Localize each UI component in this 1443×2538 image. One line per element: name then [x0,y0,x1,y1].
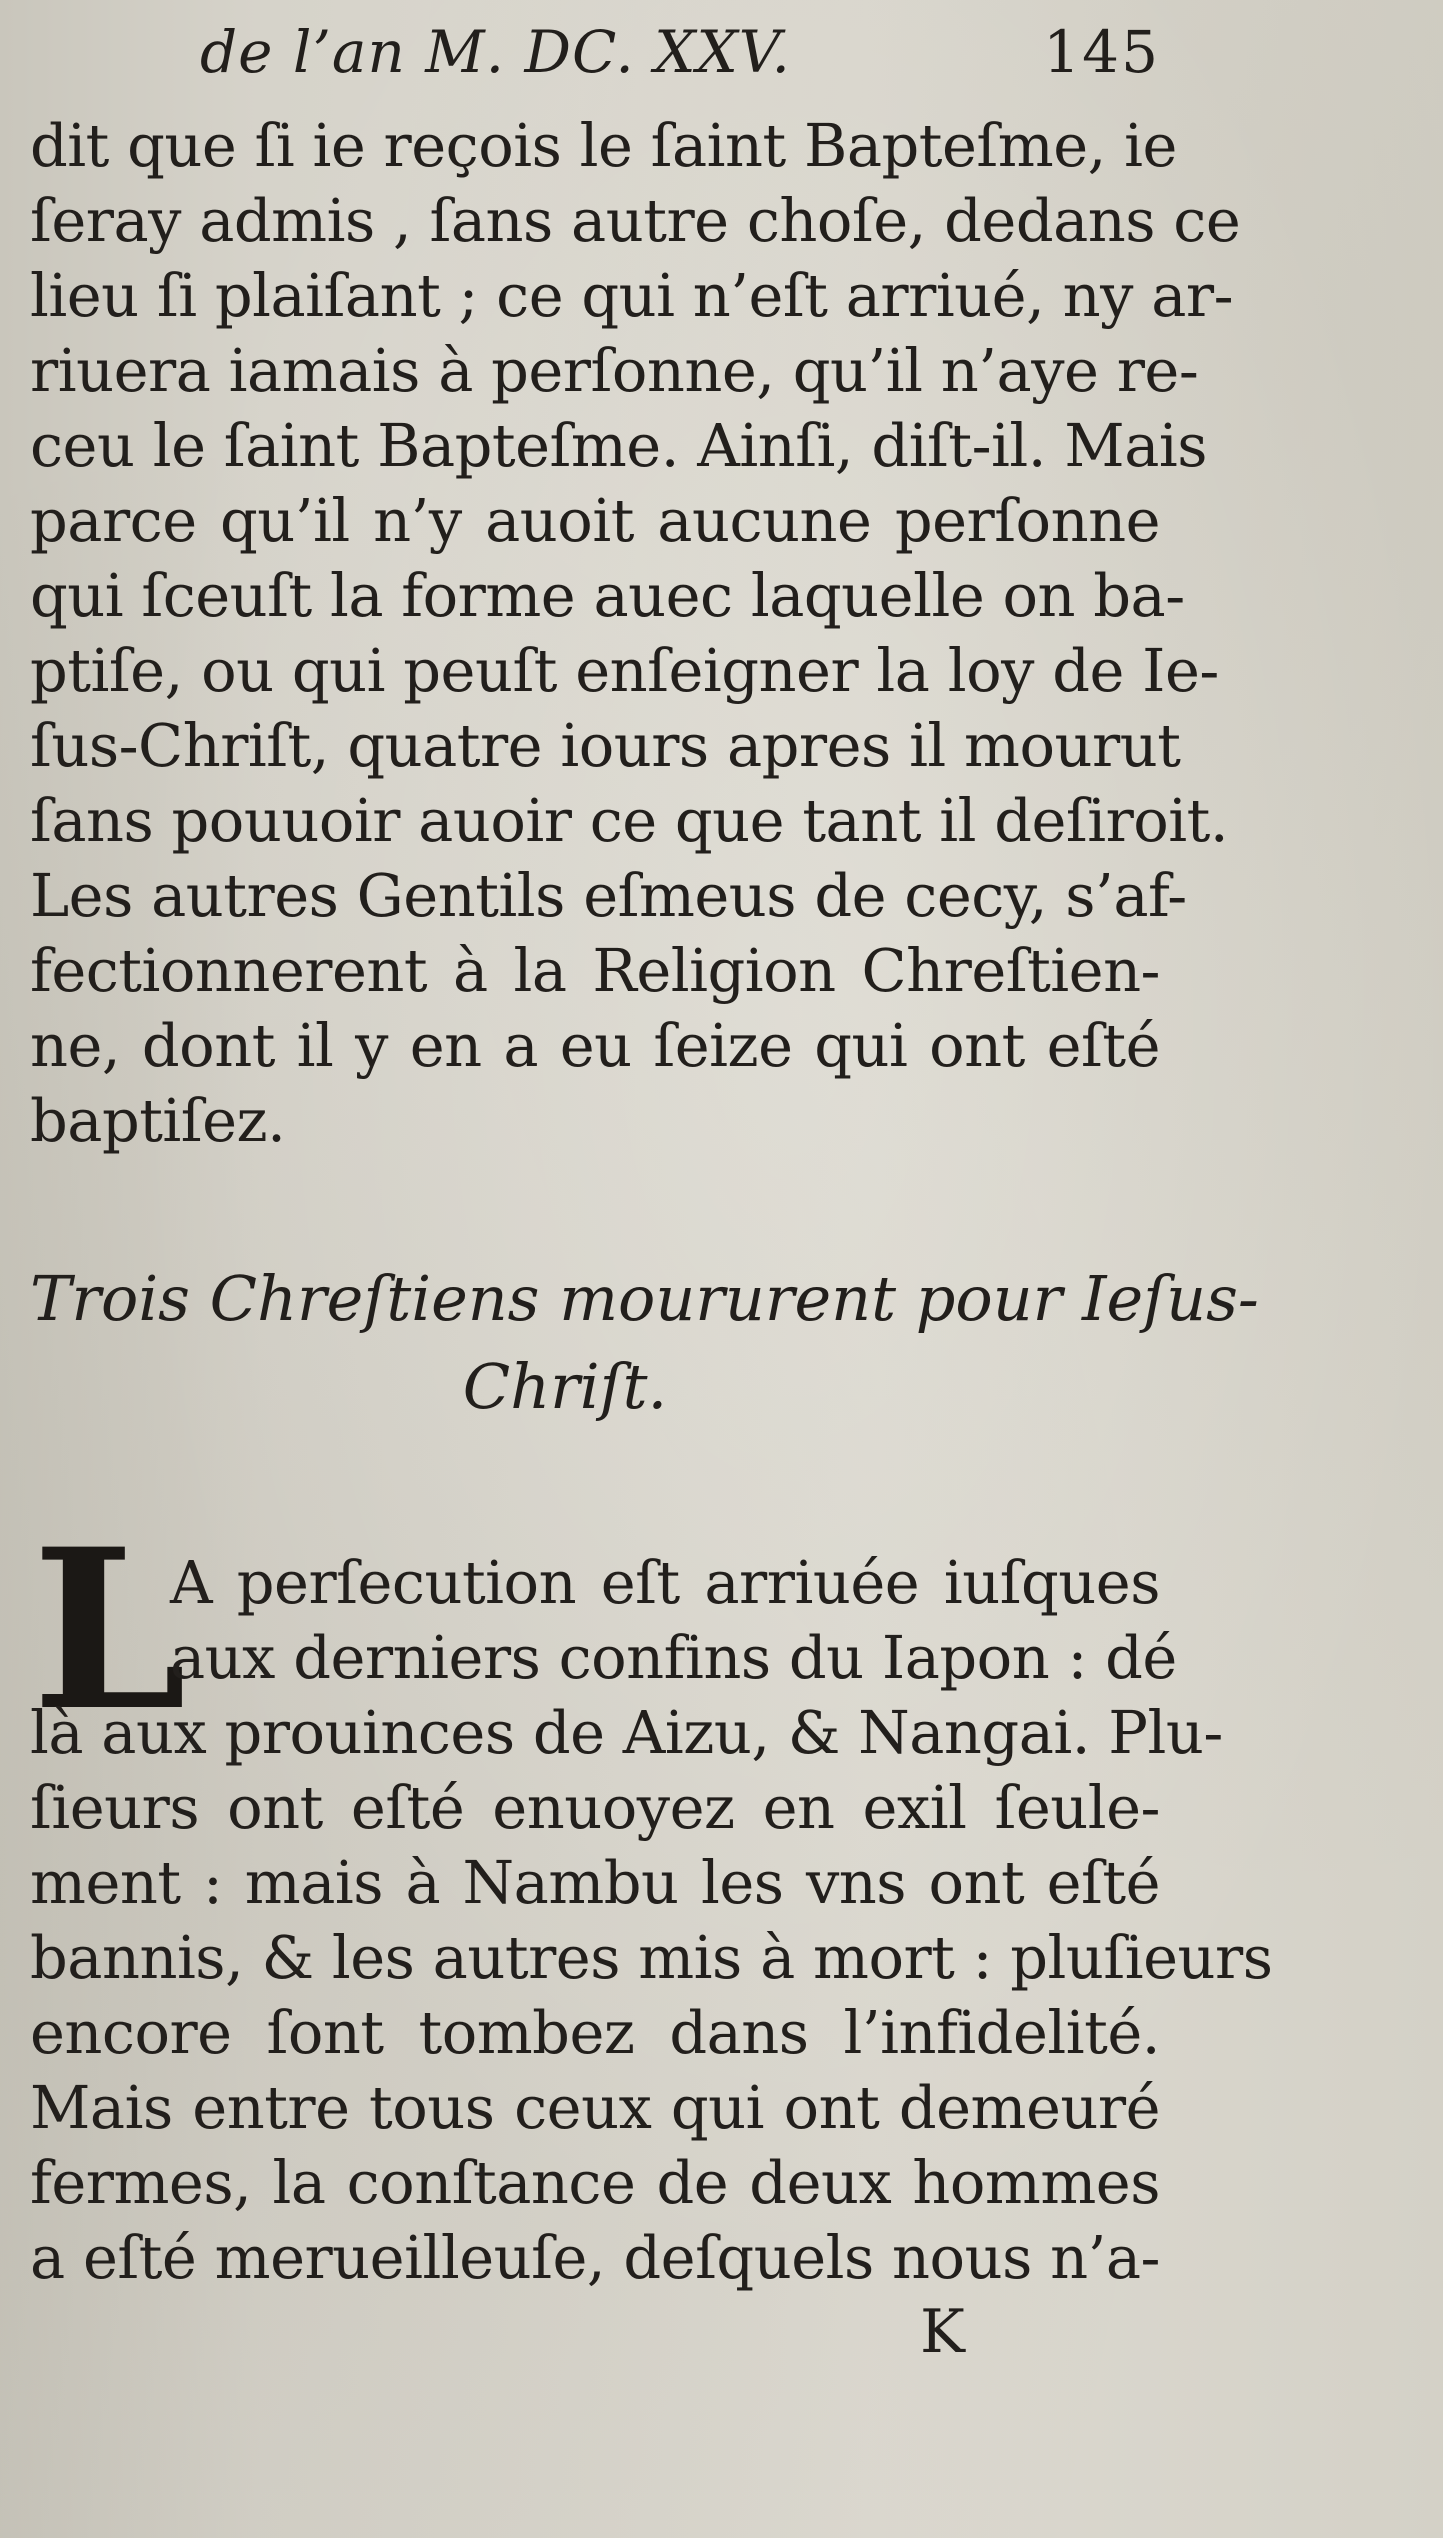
text-line: fectionnerent à la Religion Chreſtien- [30,936,1160,1005]
paragraph-continued [30,108,1241,1158]
text-line: ſeray admis , ſans autre choſe, dedans ce [30,186,1241,255]
text-line: ſieurs ont eſté enuoyez en exil ſeule- [30,1773,1160,1842]
text-line: là aux prouinces de Aizu, & Nangai. Plu- [30,1698,1223,1767]
text-line: ment : mais à Nambu les vns ont eſté [30,1848,1160,1917]
text-line: parce qu’il n’y auoit aucune perſonne [30,486,1160,555]
section-heading [30,1255,1259,1431]
text-line: A perſecution eſt arriuée iuſques [170,1548,1160,1617]
text-line: Les autres Gentils eſmeus de cecy, s’af- [30,861,1187,930]
text-line: qui ſceuſt la forme auec laquelle on ba- [30,561,1185,630]
text-line: ne, dont il y en a eu ſeize qui ont eſté [30,1011,1160,1080]
text-line: dit que ſi ie reçois le ſaint Bapteſme, ie [30,111,1177,180]
section-heading-line-2: Chriſt. [462,1350,668,1423]
text-line: baptiſez. [30,1086,286,1155]
running-head [200,18,1160,98]
text-line: ſans pouuoir auoir ce que tant il deſiroit. [30,786,1229,855]
paragraph-section [30,1500,1273,2295]
signature-mark: K [920,2297,965,2367]
text-line: ptiſe, ou qui peuſt enſeigner la loy de Ie- [30,636,1219,705]
text-line: aux derniers confins du Iapon : dé [170,1623,1177,1692]
section-heading-line-1: Trois Chreſtiens moururent pour Ieſus- [30,1262,1259,1335]
page-number: 145 [1043,18,1160,86]
text-line: encore ſont tombez dans l’infidelité. [30,1998,1160,2067]
drop-cap-initial: L [32,1500,187,1759]
text-line: lieu ſi plaiſant ; ce qui n’eſt arriué, ny ar- [30,261,1234,330]
text-line: ſus-Chriſt, quatre iours apres il mourut [30,711,1181,780]
text-line: riuera iamais à perſonne, qu’il n’aye re- [30,336,1199,405]
running-head-title: de l’an M. DC. XXV. [200,18,791,86]
text-line: fermes, la conſtance de deux hommes [30,2148,1160,2217]
text-line: a eſté merueilleuſe, deſquels nous n’a- [30,2223,1160,2292]
text-line: ceu le ſaint Bapteſme. Ainſi, diſt-il. Mais [30,411,1208,480]
text-line: Mais entre tous ceux qui ont demeuré [30,2073,1160,2142]
text-line: bannis, & les autres mis à mort : pluſieurs [30,1923,1273,1992]
